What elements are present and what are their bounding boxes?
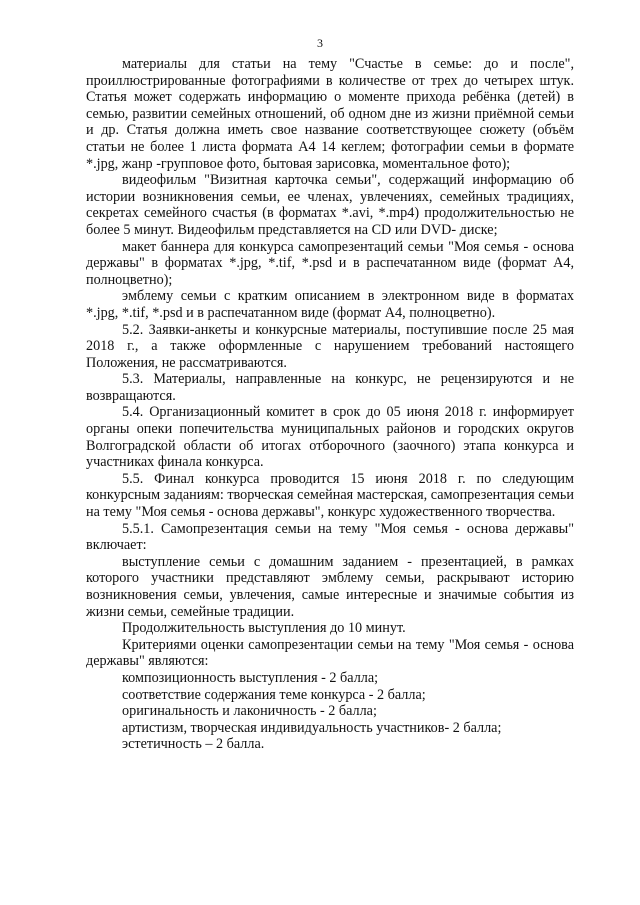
document-body — [86, 56, 574, 753]
paragraph-9: 5.5.1. Самопрезентация семьи на тему "Моя семья - основа державы" включает: — [86, 520, 574, 554]
paragraph-10: выступление семьи с домашним заданием - презентацией, в рамках которого участники представляют эмблему семьи, раскрывают историю возникновения семьи, увлечения, самые интересные и значимые события из жизни семьи, семейные традиции. — [86, 553, 574, 620]
page-number: 3 — [317, 36, 323, 50]
paragraph-12: Критериями оценки самопрезентации семьи на тему "Моя семья - основа державы" являются: — [86, 636, 574, 670]
paragraph-15: оригинальность и лаконичность - 2 балла; — [122, 703, 377, 720]
paragraph-5: 5.2. Заявки-анкеты и конкурсные материалы, поступившие после 25 мая 2018 г., а также оформленные с нарушением требований настоящего Положения, не рассматриваются. — [86, 321, 574, 371]
paragraph-6: 5.3. Материалы, направленные на конкурс, не рецензируются и не возвращаются. — [86, 371, 574, 404]
paragraph-1: материалы для статьи на тему "Счастье в семье: до и после", проиллюстрированные фотографиями в количестве от трех до четырех штук. Статья может содержать информацию о моменте прихода ребёнка (детей) в семью, развитии семейных отношений, об одном дне из жизни приёмной семьи и др. Статья должна иметь свое название соответствующее сюжету (объём статьи не более 1 листа формата А4 14 кеглем; фотографии семьи в формате *.jpg, жанр -групповое фото, бытовая зарисовка, моментальное фото); — [86, 56, 574, 172]
paragraph-16: артистизм, творческая индивидуальность участников- 2 балла; — [122, 719, 502, 736]
paragraph-7: 5.4. Организационный комитет в срок до 05 июня 2018 г. информирует органы опеки попечительства муниципальных районов и городских округов Волгоградской области об итогах отборочного (заочного) этапа конкурса и участниках финала конкурса. — [86, 404, 574, 471]
paragraph-4: эмблему семьи с кратким описанием в электронном виде в форматах *.jpg, *.tif, *.psd и в распечатанном виде (формат А4, полноцветно). — [86, 288, 574, 321]
paragraph-11: Продолжительность выступления до 10 минут. — [122, 620, 406, 637]
paragraph-14: соответствие содержания теме конкурса - 2 балла; — [122, 686, 426, 703]
paragraph-2: видеофильм "Визитная карточка семьи", содержащий информацию об истории возникновения семьи, ее членах, увлечениях, семейных традициях, секретах семейного счастья (в форматах *.avi, *.mp4) продолжительностью не более 5 минут. Видеофильм представляется на CD или DVD- диске; — [86, 172, 574, 238]
paragraph-17: эстетичность – 2 балла. — [122, 736, 265, 753]
paragraph-3: макет баннера для конкурса самопрезентаций семьи "Моя семья - основа державы" в форматах *.jpg, *.tif, *.psd и в распечатанном виде (формат А4, полноцветно); — [86, 238, 574, 288]
paragraph-13: композиционность выступления - 2 балла; — [122, 669, 379, 686]
paragraph-8: 5.5. Финал конкурса проводится 15 июня 2018 г. по следующим конкурсным заданиям: творческая семейная мастерская, самопрезентация семьи на тему "Моя семья - основа державы", конкурс художественного творчества. — [86, 470, 574, 521]
